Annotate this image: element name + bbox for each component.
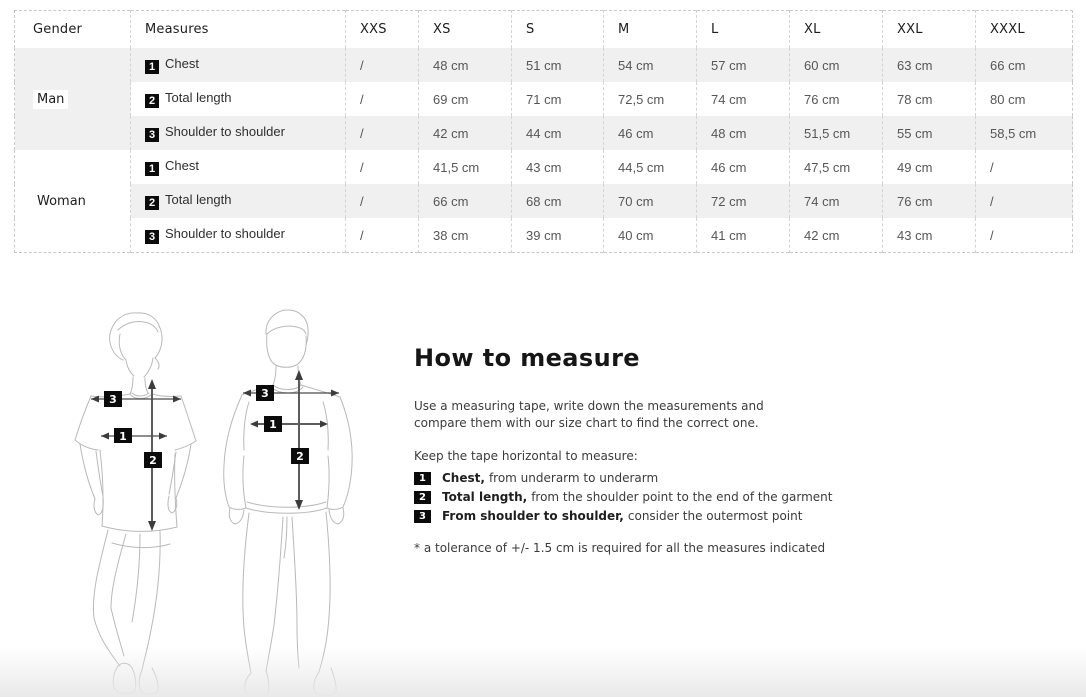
measure-steps: [414, 472, 864, 523]
size-value-cell: /: [346, 184, 419, 218]
size-value-cell: /: [346, 82, 419, 116]
step-label: From shoulder to shoulder,: [442, 509, 624, 523]
size-value-cell: 74 cm: [790, 184, 883, 218]
size-value-cell: 69 cm: [419, 82, 512, 116]
size-value-cell: 40 cm: [604, 218, 697, 253]
measure-step-chest: [414, 472, 864, 485]
intro-line-1: Use a measuring tape, write down the measurements and: [414, 399, 764, 413]
step-label: Chest,: [442, 471, 485, 485]
size-value-cell: 48 cm: [419, 48, 512, 82]
size-value-cell: 49 cm: [883, 150, 976, 184]
size-value-cell: 58,5 cm: [976, 116, 1073, 150]
woman-marker-1: 1: [119, 430, 127, 443]
column-header: XXL: [883, 11, 976, 49]
table-row: [15, 116, 1073, 150]
step-label: Total length,: [442, 490, 528, 504]
measure-cell: [131, 184, 346, 218]
woman-marker-2: 2: [149, 454, 157, 467]
size-value-cell: 70 cm: [604, 184, 697, 218]
keep-tape-line: Keep the tape horizontal to measure:: [414, 449, 638, 463]
woman-shoulder-arrow: [91, 391, 181, 407]
man-marker-1: 1: [269, 418, 277, 431]
measure-label: Chest: [165, 158, 199, 173]
size-value-cell: 38 cm: [419, 218, 512, 253]
size-chart-table: [14, 10, 1073, 253]
size-value-cell: 43 cm: [883, 218, 976, 253]
size-value-cell: /: [976, 184, 1073, 218]
column-header: XXS: [346, 11, 419, 49]
man-marker-2: 2: [296, 450, 304, 463]
size-value-cell: 51 cm: [512, 48, 604, 82]
step-description: consider the outermost point: [627, 509, 803, 523]
size-value-cell: 63 cm: [883, 48, 976, 82]
gender-cell: [15, 48, 131, 150]
measure-cell: [131, 48, 346, 82]
how-to-measure-section: [414, 344, 864, 555]
column-header: XS: [419, 11, 512, 49]
size-value-cell: 43 cm: [512, 150, 604, 184]
size-value-cell: 44 cm: [512, 116, 604, 150]
size-value-cell: 54 cm: [604, 48, 697, 82]
measure-cell: [131, 82, 346, 116]
measurement-figures-illustration: [60, 300, 410, 697]
size-value-cell: 80 cm: [976, 82, 1073, 116]
size-value-cell: 66 cm: [419, 184, 512, 218]
size-value-cell: /: [346, 116, 419, 150]
measure-cell: [131, 218, 346, 253]
size-value-cell: 41 cm: [697, 218, 790, 253]
man-shoulder-arrow: [243, 385, 339, 401]
size-chart-body: [15, 48, 1073, 253]
step-number-badge: 2: [414, 491, 431, 504]
header-row: [15, 11, 1073, 49]
column-header: XXXL: [976, 11, 1073, 49]
measure-cell: [131, 150, 346, 184]
woman-marker-3: 3: [109, 393, 117, 406]
man-marker-3: 3: [261, 387, 269, 400]
intro-line-2: compare them with our size chart to find the correct one.: [414, 416, 759, 430]
size-value-cell: /: [346, 218, 419, 253]
step-number-badge: 3: [414, 510, 431, 523]
size-value-cell: 68 cm: [512, 184, 604, 218]
woman-chest-arrow: [101, 428, 167, 443]
measure-cell: [131, 116, 346, 150]
column-header: M: [604, 11, 697, 49]
measure-label: Shoulder to shoulder: [165, 124, 285, 139]
size-value-cell: 76 cm: [790, 82, 883, 116]
size-value-cell: 76 cm: [883, 184, 976, 218]
measure-step-shoulder: [414, 510, 864, 523]
size-value-cell: 39 cm: [512, 218, 604, 253]
measure-label: Total length: [165, 192, 232, 207]
table-row: [15, 48, 1073, 82]
size-value-cell: 51,5 cm: [790, 116, 883, 150]
measure-number-badge: 3: [145, 128, 159, 142]
step-description: from the shoulder point to the end of the garment: [531, 490, 833, 504]
column-header: Measures: [131, 11, 346, 49]
man-chest-arrow: [250, 416, 328, 432]
man-length-arrow: [295, 370, 303, 510]
measure-step-total-length: [414, 491, 864, 504]
measure-label: Total length: [165, 90, 232, 105]
gender-label: Woman: [33, 192, 90, 211]
size-value-cell: 66 cm: [976, 48, 1073, 82]
size-value-cell: 72,5 cm: [604, 82, 697, 116]
measure-number-badge: 3: [145, 230, 159, 244]
table-row: [15, 218, 1073, 253]
size-value-cell: /: [976, 150, 1073, 184]
step-description: from underarm to underarm: [488, 471, 659, 485]
measure-number-badge: 2: [145, 196, 159, 210]
size-value-cell: 55 cm: [883, 116, 976, 150]
table-row: [15, 82, 1073, 116]
step-number-badge: 1: [414, 472, 431, 485]
size-value-cell: 72 cm: [697, 184, 790, 218]
size-value-cell: 44,5 cm: [604, 150, 697, 184]
measure-number-badge: 2: [145, 94, 159, 108]
size-value-cell: 60 cm: [790, 48, 883, 82]
column-header: XL: [790, 11, 883, 49]
size-value-cell: 46 cm: [697, 150, 790, 184]
woman-figure: [75, 313, 196, 694]
size-value-cell: /: [346, 48, 419, 82]
table-row: [15, 150, 1073, 184]
size-chart-header: [15, 11, 1073, 49]
measure-label: Chest: [165, 56, 199, 71]
gender-cell: [15, 150, 131, 253]
man-figure: [224, 310, 352, 697]
gender-label: Man: [33, 90, 68, 109]
size-value-cell: /: [346, 150, 419, 184]
size-value-cell: 78 cm: [883, 82, 976, 116]
column-header: Gender: [15, 11, 131, 49]
size-value-cell: /: [976, 218, 1073, 253]
size-value-cell: 47,5 cm: [790, 150, 883, 184]
size-value-cell: 42 cm: [419, 116, 512, 150]
measure-label: Shoulder to shoulder: [165, 226, 285, 241]
size-value-cell: 42 cm: [790, 218, 883, 253]
size-value-cell: 74 cm: [697, 82, 790, 116]
intro-text: [414, 398, 864, 432]
column-header: L: [697, 11, 790, 49]
column-header: S: [512, 11, 604, 49]
size-value-cell: 71 cm: [512, 82, 604, 116]
measure-number-badge: 1: [145, 162, 159, 176]
tolerance-note: * a tolerance of +/- 1.5 cm is required for all the measures indicated: [414, 541, 826, 555]
table-row: [15, 184, 1073, 218]
size-value-cell: 41,5 cm: [419, 150, 512, 184]
size-value-cell: 46 cm: [604, 116, 697, 150]
section-title: How to measure: [414, 344, 640, 372]
size-value-cell: 57 cm: [697, 48, 790, 82]
measure-number-badge: 1: [145, 60, 159, 74]
size-value-cell: 48 cm: [697, 116, 790, 150]
